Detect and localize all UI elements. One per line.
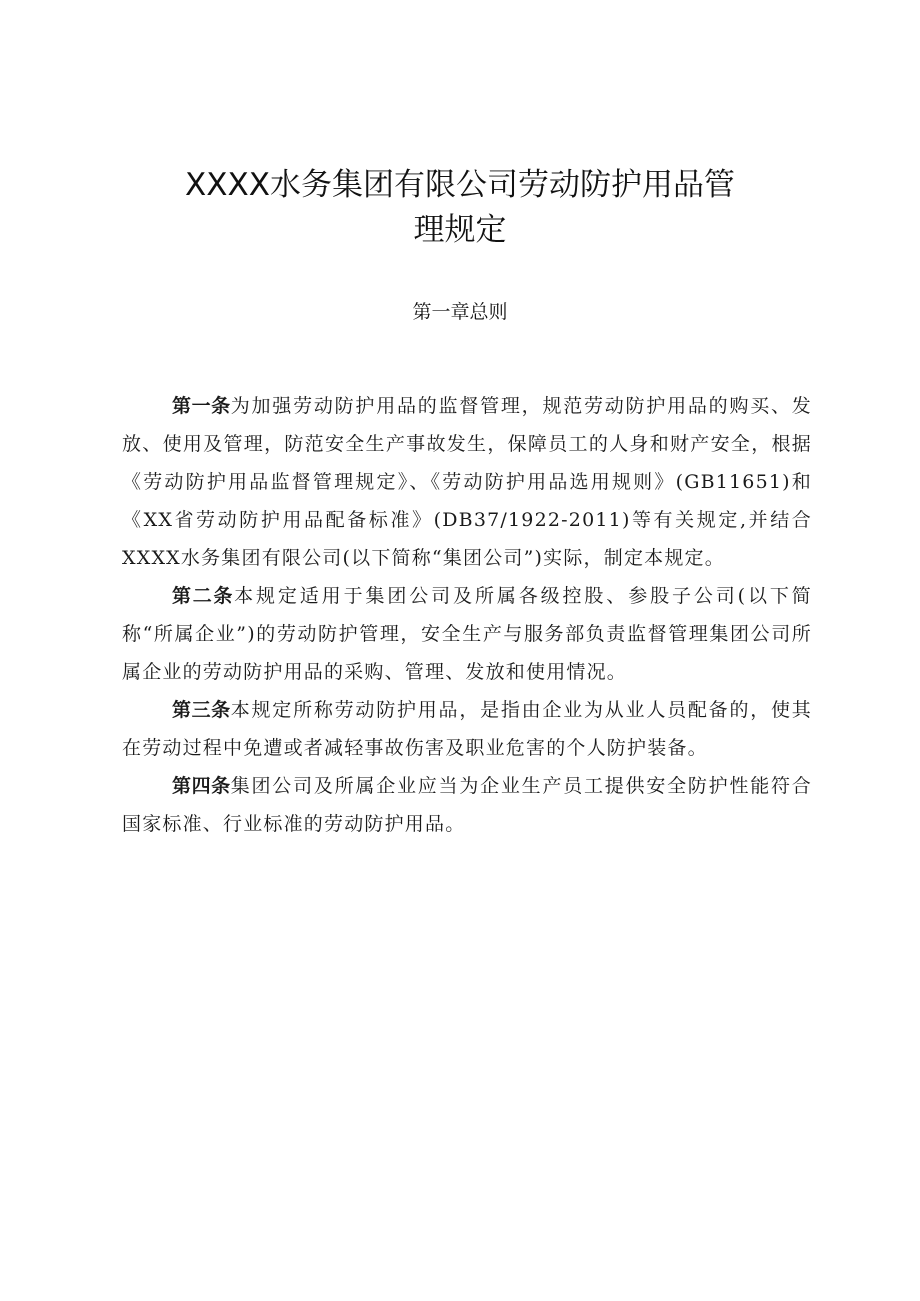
article-1-text: 为加强劳动防护用品的监督管理，规范劳动防护用品的购买、发放、使用及管理，防范安全生产事故发生，保障员工的人身和财产安全，根据《劳动防护用品监督管理规定》、《劳动防护用品选用规则》(GB11651)和《XX省劳动防护用品配备标准》(DB37/1922-2011)等有关规定,并结合XXXX水务集团有限公司(以下简称“集团公司”)实际，制定本规定。: [122, 395, 812, 569]
article-2: [122, 577, 812, 691]
article-2-label: 第二条: [172, 585, 235, 607]
article-3-label: 第三条: [172, 699, 231, 721]
article-4-text: 集团公司及所属企业应当为企业生产员工提供安全防护性能符合国家标准、行业标准的劳动防护用品。: [122, 775, 812, 835]
article-4-label: 第四条: [172, 775, 231, 797]
document-body: [122, 387, 812, 843]
article-1: [122, 387, 812, 577]
article-3: [122, 691, 812, 767]
article-3-text: 本规定所称劳动防护用品，是指由企业为从业人员配备的，使其在劳动过程中免遭或者减轻事故伤害及职业危害的个人防护装备。: [122, 699, 812, 759]
article-4: [122, 767, 812, 843]
chapter-heading: 第一章总则: [412, 301, 508, 323]
document-title-line-1: XXXX水务集团有限公司劳动防护用品管: [185, 167, 735, 203]
document-title-line-2: 理规定: [413, 212, 507, 248]
article-1-label: 第一条: [172, 395, 231, 417]
article-2-text: 本规定适用于集团公司及所属各级控股、参股子公司(以下简称“所属企业”)的劳动防护管理，安全生产与服务部负责监督管理集团公司所属企业的劳动防护用品的采购、管理、发放和使用情况。: [122, 585, 812, 683]
